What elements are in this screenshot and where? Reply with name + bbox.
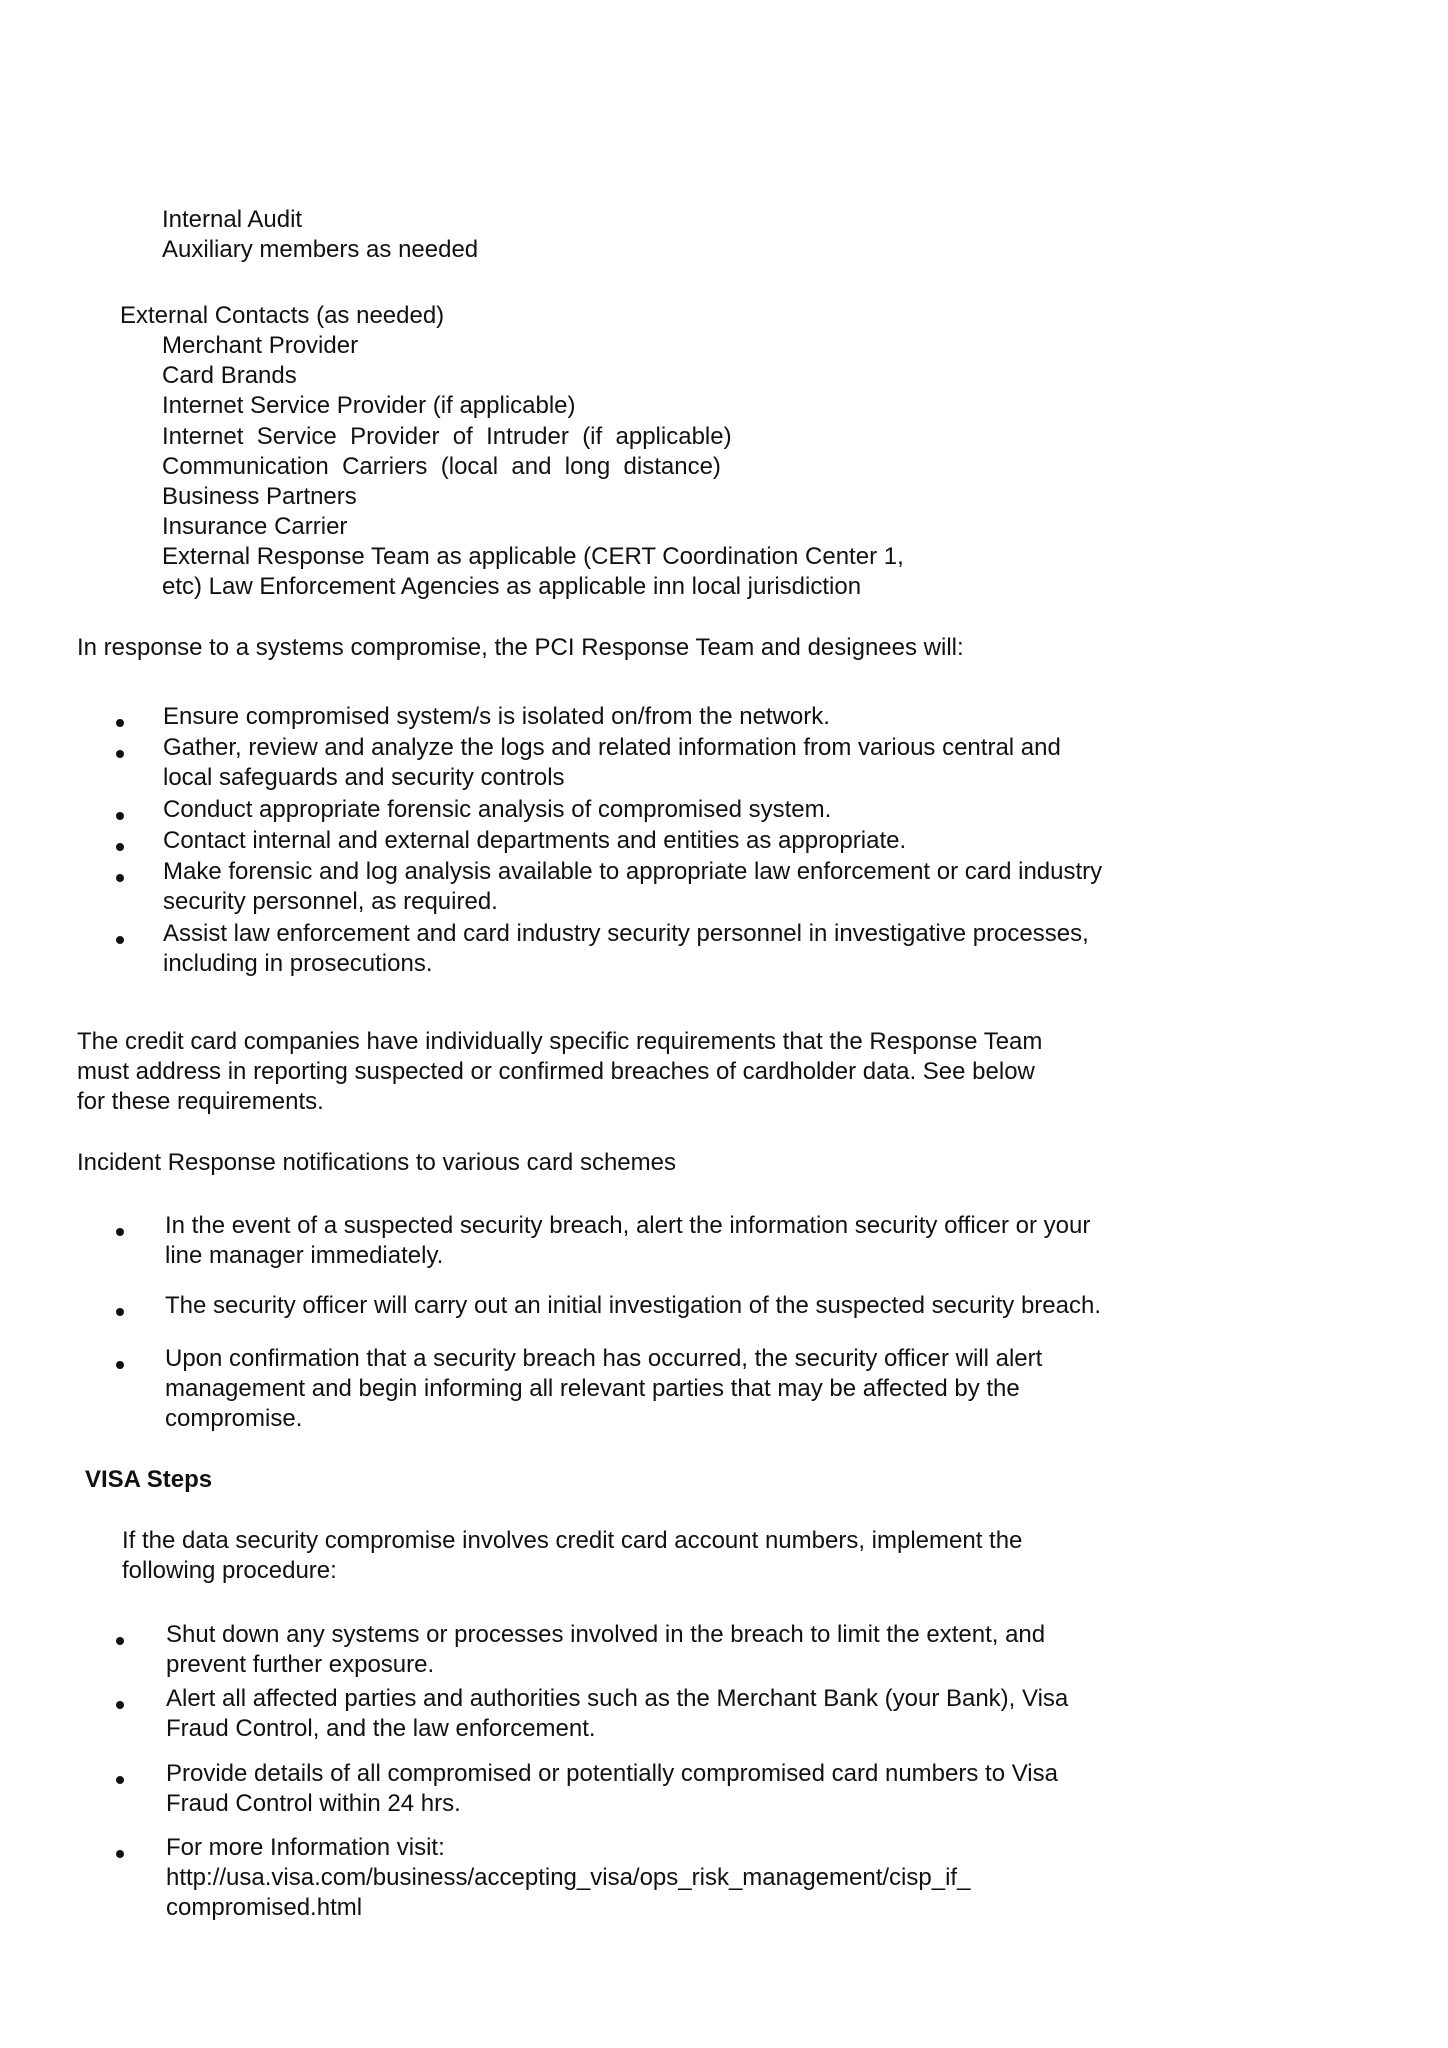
notifications-heading: Incident Response notifications to various card schemes — [77, 1149, 676, 1176]
visa-steps-intro-line: If the data security compromise involves credit card account numbers, implement the — [122, 1527, 1023, 1554]
compromise-response-intro: In response to a systems compromise, the PCI Response Team and designees will: — [77, 634, 964, 661]
card-requirements-line: for these requirements. — [77, 1088, 324, 1115]
internal-member-item: Auxiliary members as needed — [162, 236, 479, 263]
list-item: Ensure compromised system/s is isolated on/from the network. — [163, 703, 830, 730]
external-contact-item: Internet Service Provider of Intruder (if applicable) — [162, 423, 732, 450]
list-item: Shut down any systems or processes involved in the breach to limit the extent, and — [166, 1621, 1046, 1648]
external-contact-item: Card Brands — [162, 362, 297, 389]
bullet-icon — [116, 1228, 124, 1236]
external-contact-item: Merchant Provider — [162, 332, 359, 359]
list-item: including in prosecutions. — [163, 950, 433, 977]
bullet-icon — [116, 1701, 124, 1709]
bullet-icon — [116, 1637, 124, 1645]
bullet-icon — [116, 1308, 124, 1316]
list-item: local safeguards and security controls — [163, 764, 565, 791]
list-item: Fraud Control within 24 hrs. — [166, 1790, 461, 1817]
external-contact-item: Business Partners — [162, 483, 357, 510]
list-item: security personnel, as required. — [163, 888, 498, 915]
external-contact-item: Internet Service Provider (if applicable) — [162, 392, 576, 419]
list-item: Gather, review and analyze the logs and related information from various central and — [163, 734, 1061, 761]
list-item: Make forensic and log analysis available to appropriate law enforcement or card industry — [163, 858, 1103, 885]
bullet-icon — [116, 1776, 124, 1784]
bullet-icon — [116, 936, 124, 944]
list-item: Alert all affected parties and authorities such as the Merchant Bank (your Bank), Visa — [166, 1685, 1069, 1712]
internal-member-item: Internal Audit — [162, 206, 303, 233]
external-contact-item: etc) Law Enforcement Agencies as applicable inn local jurisdiction — [162, 573, 862, 600]
list-item: For more Information visit: — [166, 1834, 445, 1861]
bullet-icon — [116, 812, 124, 820]
bullet-icon — [116, 750, 124, 758]
list-item: management and begin informing all relevant parties that may be affected by the — [165, 1375, 1020, 1402]
list-item: Contact internal and external departments and entities as appropriate. — [163, 827, 907, 854]
list-item: Fraud Control, and the law enforcement. — [166, 1715, 596, 1742]
list-item: In the event of a suspected security breach, alert the information security officer or your — [165, 1212, 1091, 1239]
external-contact-item: Communication Carriers (local and long distance) — [162, 453, 721, 480]
bullet-icon — [116, 719, 124, 727]
bullet-icon — [116, 843, 124, 851]
external-contact-item: External Response Team as applicable (CERT Coordination Center 1, — [162, 543, 904, 570]
visa-steps-heading: VISA Steps — [85, 1466, 213, 1493]
card-requirements-line: must address in reporting suspected or confirmed breaches of cardholder data. See below — [77, 1058, 1035, 1085]
external-contact-item: Insurance Carrier — [162, 513, 348, 540]
card-requirements-line: The credit card companies have individually specific requirements that the Response Team — [77, 1028, 1043, 1055]
visa-steps-intro-line: following procedure: — [122, 1557, 337, 1584]
list-item: Provide details of all compromised or potentially compromised card numbers to Visa — [166, 1760, 1058, 1787]
external-contacts-heading: External Contacts (as needed) — [120, 302, 445, 329]
list-item: The security officer will carry out an initial investigation of the suspected security breach. — [165, 1292, 1101, 1319]
list-item: Assist law enforcement and card industry security personnel in investigative processes, — [163, 920, 1089, 947]
visa-info-link[interactable]: compromised.html — [166, 1894, 363, 1921]
list-item: line manager immediately. — [165, 1242, 444, 1269]
visa-info-link[interactable]: http://usa.visa.com/business/accepting_visa/ops_risk_management/cisp_if_ — [166, 1864, 971, 1891]
list-item: Upon confirmation that a security breach has occurred, the security officer will alert — [165, 1345, 1043, 1372]
bullet-icon — [116, 1361, 124, 1369]
list-item: compromise. — [165, 1405, 303, 1432]
bullet-icon — [116, 1850, 124, 1858]
bullet-icon — [116, 874, 124, 882]
list-item: prevent further exposure. — [166, 1651, 435, 1678]
list-item: Conduct appropriate forensic analysis of compromised system. — [163, 796, 832, 823]
